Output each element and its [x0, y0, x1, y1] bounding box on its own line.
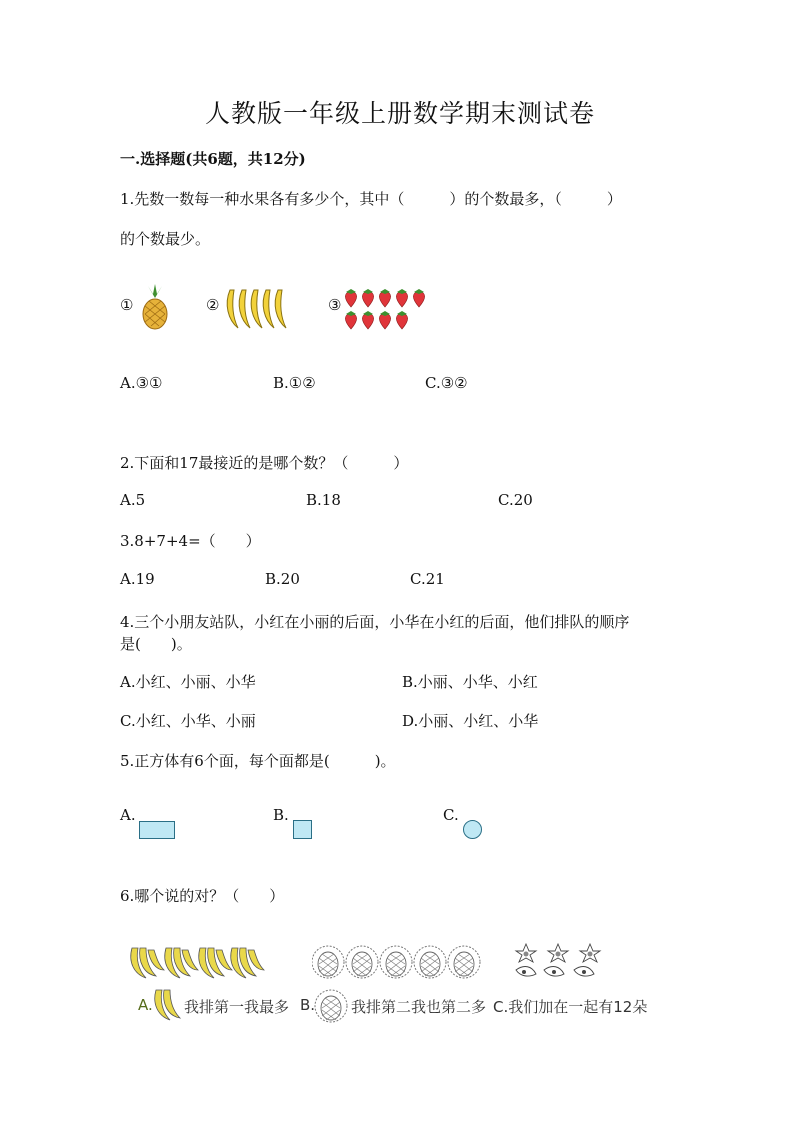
q6-prefix-a: A. — [138, 996, 153, 1014]
q5-option-c: C. — [443, 806, 459, 824]
q5-option-a: A. — [120, 806, 136, 824]
question-6: 6.哪个说的对？（ ） — [120, 887, 285, 905]
fruit-label-3: ③ — [328, 296, 342, 314]
pineapple-row-icon — [312, 940, 482, 984]
q6-caption-c: C.我们加在一起有12朵 — [493, 998, 648, 1016]
q6-caption-b: 我排第二我也第二多 — [351, 998, 487, 1016]
q4-option-a: A.小红、小丽、小华 — [120, 673, 256, 691]
q1-option-a: A.③① — [120, 374, 163, 392]
section-heading: 一.选择题(共6题，共12分) — [120, 150, 306, 168]
q4-option-c: C.小红、小华、小丽 — [120, 712, 256, 730]
question-1-line-2: 的个数最少。 — [120, 230, 211, 248]
q5-option-b: B. — [273, 806, 289, 824]
q2-option-a: A.5 — [120, 491, 146, 509]
square-shape — [293, 820, 312, 839]
pineapple-icon — [138, 284, 172, 330]
question-2: 2.下面和17最接近的是哪个数？（ ） — [120, 454, 409, 472]
q4-option-b: B.小丽、小华、小红 — [402, 673, 538, 691]
banana-bunch-icon — [126, 940, 266, 984]
q4-option-d: D.小丽、小红、小华 — [402, 712, 539, 730]
question-5: 5.正方体有6个面，每个面都是( )。 — [120, 752, 396, 770]
q2-option-c: C.20 — [498, 491, 533, 509]
q1-option-b: B.①② — [273, 374, 316, 392]
q2-option-b: B.18 — [306, 491, 341, 509]
rectangle-shape — [139, 821, 175, 839]
fruit-label-1: ① — [120, 296, 134, 314]
circle-shape — [463, 820, 482, 839]
q3-option-a: A.19 — [120, 570, 155, 588]
q6-caption-a: 我排第一我最多 — [184, 998, 290, 1016]
q3-option-c: C.21 — [410, 570, 445, 588]
question-4-line-1: 4.三个小朋友站队，小红在小丽的后面，小华在小红的后面，他们排队的顺序 — [120, 613, 630, 631]
q3-option-b: B.20 — [265, 570, 300, 588]
fruit-label-2: ② — [206, 296, 220, 314]
page-title: 人教版一年级上册数学期末测试卷 — [204, 99, 595, 128]
q1-option-c: C.③② — [425, 374, 468, 392]
strawberry-icon — [342, 288, 432, 332]
pineapple-small-icon — [313, 986, 349, 1026]
question-4-line-2: 是( )。 — [120, 635, 192, 653]
q6-prefix-b: B. — [300, 996, 316, 1014]
flower-group-icon — [510, 940, 620, 984]
banana-icon — [222, 286, 292, 330]
question-3: 3.8+7+4=（ ） — [120, 532, 261, 550]
question-1-line-1: 1.先数一数每一种水果各有多少个，其中（ ）的个数最多，（ ） — [120, 190, 622, 208]
banana-small-icon — [150, 986, 184, 1026]
